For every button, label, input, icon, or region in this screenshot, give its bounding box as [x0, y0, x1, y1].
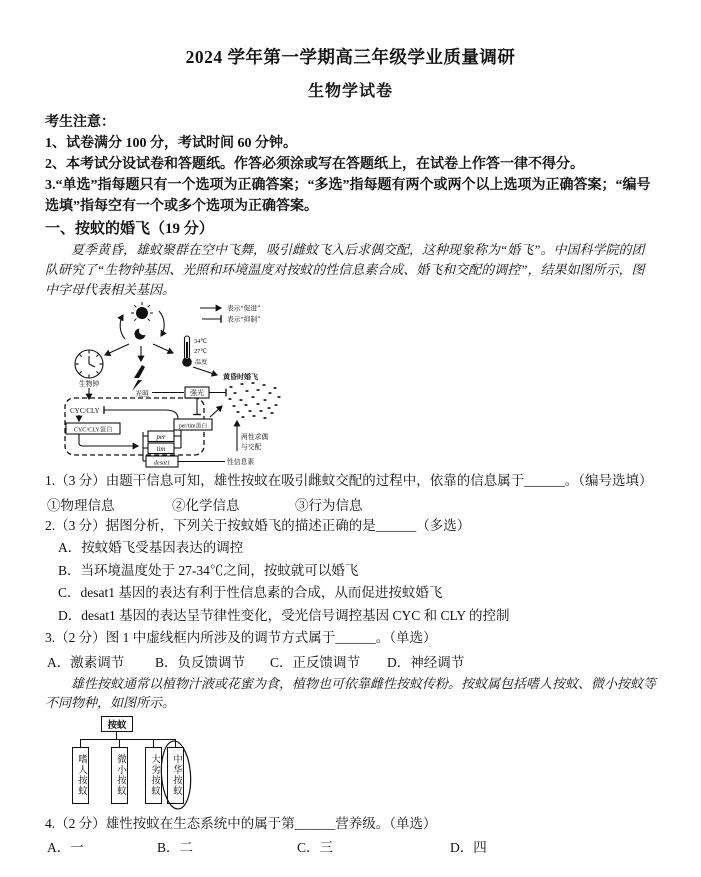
cyccly-protein-label: CYC/CLY蛋白	[73, 426, 113, 434]
q3-option-a: A．激素调节	[47, 654, 125, 670]
pheromone-label: 性信息素	[227, 459, 255, 466]
section1-mid-paragraph: 雄性按蚊通常以植物汁液或花蜜为食，植物也可依靠雌性按蚊传粉。按蚊属包括嗜人按蚊、微小按蚊等不同物种，如图所示。	[45, 675, 657, 710]
sun-icon	[136, 307, 148, 319]
notice-section	[45, 112, 656, 217]
tree-child-box-3: 大劣按蚊	[145, 747, 162, 804]
strong-light-label: 强光	[190, 389, 204, 397]
tim-gene-label: tim	[156, 446, 166, 453]
q4-option-d: D．四	[450, 840, 487, 855]
temp-high-label: 34℃	[194, 338, 208, 345]
notice-item-3: 3.“单选”指每题只有一个选项为正确答案；“多选”指每题有两个或两个以上选项为正确答案；“编号选填”指每空有一个或多个选项为正确答案。	[45, 178, 651, 214]
dusk-swarm-label: 黄昏时婚飞	[223, 373, 258, 381]
clock-label: 生物钟	[78, 381, 100, 388]
q3-option-d: D．神经调节	[387, 654, 465, 670]
notice-item-2: 2、本考试分设试卷和答题纸。作答必须涂或写在答题纸上，在试卷上作答一律不得分。	[45, 157, 584, 172]
q2-option-b: B．当环境温度处于 27-34℃之间，按蚊就可以婚飞	[58, 562, 359, 578]
lightning-icon	[132, 365, 145, 391]
tree-child-box-4: 中华按蚊	[167, 747, 184, 804]
question-4: 4.（2 分）雄性按蚊在生态系统中的属于第______营养级。（单选）	[45, 815, 437, 831]
question-2: 2.（3 分）据图分析，下列关于按蚊婚飞的描述正确的是______（多选）	[45, 517, 471, 533]
protein-to-genes-arrow	[79, 434, 138, 446]
tree-root-stub	[116, 732, 117, 739]
q3-option-c: C．正反馈调节	[270, 654, 361, 670]
courtship-label-2: 与交配	[241, 444, 262, 451]
moon-crescent-cutout	[139, 326, 148, 335]
arrow-to-clock	[105, 344, 129, 355]
notice-item-1: 1、试卷满分 100 分，考试时间 60 分钟。	[45, 136, 297, 151]
q3-option-b: B．负反馈调节	[155, 654, 246, 670]
question-3-options	[45, 650, 656, 672]
q2-option-c: C．desat1 基因的表达有利于性信息素的合成，从而促进按蚊婚飞	[58, 585, 443, 600]
courtship-label-1: 两性求偶	[241, 434, 269, 441]
legend-promote-label: 表示“促进”	[227, 305, 261, 313]
section1-heading: 一、按蚊的婚飞（19 分）	[45, 221, 214, 237]
q1-option-1: ①物理信息	[47, 497, 115, 513]
temp-to-dusk-arrow	[193, 367, 217, 375]
cycle-arrow-left	[120, 315, 125, 339]
notice-heading: 考生注意：	[45, 115, 115, 130]
figure1-regulation-diagram	[62, 300, 294, 470]
tree-root-box: 按蚊	[101, 716, 133, 732]
cycle-arrow-right	[159, 311, 164, 336]
light-label: 光照	[135, 391, 149, 398]
tree-horizontal-line	[80, 739, 176, 740]
q4-option-b: B．二	[157, 840, 194, 855]
q4-option-a: A．一	[47, 840, 84, 855]
desat1-gene-label: desat1	[153, 459, 171, 467]
q4-option-c: C．三	[297, 840, 334, 855]
figure2-taxonomy-tree	[58, 716, 303, 811]
legend-inhibit-label: 表示“抑制”	[227, 316, 261, 324]
q1-option-3: ③行为信息	[295, 497, 363, 513]
pertim-inhibit-cyccly	[104, 410, 178, 419]
mosquito-swarm	[228, 382, 280, 419]
temp-low-label: 27℃	[194, 348, 208, 355]
doc-title: 2024 学年第一学期高三年级学业质量调研	[185, 47, 516, 67]
question-1-options	[45, 493, 656, 515]
question-3: 3.（2 分）图 1 中虚线框内所涉及的调节方式属于______。（单选）	[45, 630, 437, 645]
pertim-promote-swarm-arrow	[210, 406, 222, 417]
q2-option-a: A．按蚊婚飞受基因表达的调控	[58, 540, 244, 555]
section1-intro: 夏季黄昏，雄蚊聚群在空中飞舞，吸引雌蚊飞入后求偶交配，这种现象称为“婚飞”。中国科学院的团队研究了“生物钟基因、光照和环境温度对按蚊的性信息素合成、婚飞和交配的调控”，结果如图所示，图中字母代表相关基因。	[45, 242, 645, 297]
per-gene-label: per	[156, 434, 166, 441]
q1-option-2: ②化学信息	[172, 497, 240, 513]
doc-subtitle: 生物学试卷	[307, 83, 393, 100]
q2-option-d: D．desat1 基因的表达呈节律性变化，受光信号调控基因 CYC 和 CLY 的控制	[58, 607, 510, 623]
cyccly-label: CYC/CLY	[70, 407, 100, 415]
tree-child-box-2: 微小按蚊	[111, 747, 128, 804]
question-1: 1.（3 分）由题干信息可知，雄性按蚊在吸引雌蚊交配的过程中，依靠的信息属于______。（编号选填）	[45, 473, 653, 488]
tree-child-box-1: 嗜人按蚊	[72, 747, 89, 804]
question-4-options	[45, 835, 656, 857]
temp-word-label: 温度	[195, 359, 208, 366]
pertim-protein-label: per/tim蛋白	[178, 423, 208, 430]
arrow-to-temperature	[153, 344, 173, 353]
